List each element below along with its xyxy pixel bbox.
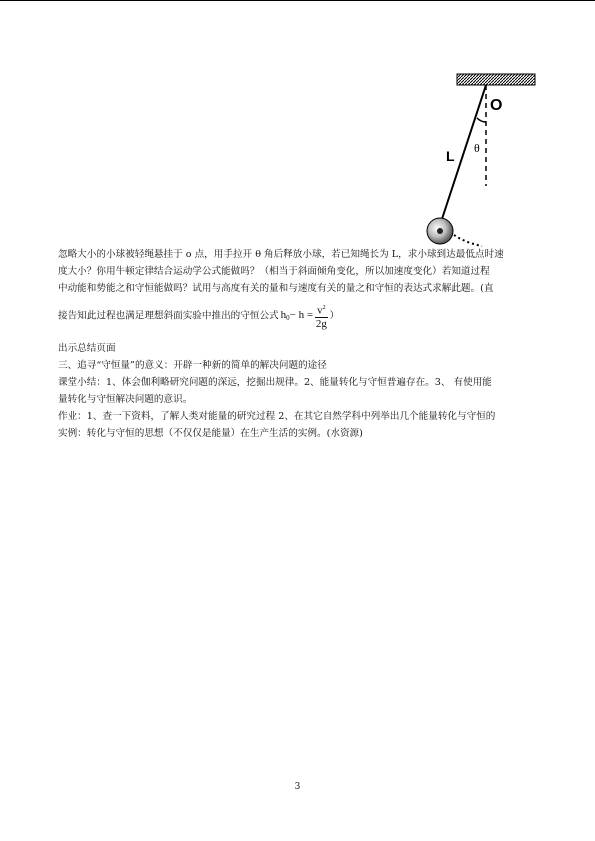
- problem-line: 中动能和势能之和守恒能做吗？试用与高度有关的量和与速度有关的量之和守恒的表达式求解此题。(直: [58, 283, 494, 294]
- body-line: 课堂小结：1、体会伽利略研究问题的深远，挖掘出规律。2、能量转化与守恒普遍存在。3、 有使用能: [58, 377, 492, 388]
- pendulum-diagram: [410, 68, 550, 253]
- page-top-rule: [0, 0, 595, 1]
- summary-section: [58, 340, 542, 442]
- swing-path: [454, 235, 482, 246]
- conservation-formula: [281, 302, 330, 330]
- body-line: 出示总结页面: [58, 343, 116, 354]
- formula-intro-text: 接告知此过程也满足理想斜面实验中推出的守恒公式: [58, 310, 279, 322]
- problem-line: 度大小？你用牛顿定律结合运动学公式能做吗？（相当于斜面倾角变化，所以加速度变化）若知道过程: [58, 266, 490, 277]
- formula-exponent: 2: [322, 305, 326, 311]
- body-line: 量转化与守恒解决问题的意识。: [58, 394, 193, 405]
- point-o-label: O: [490, 97, 503, 114]
- theta-label: θ: [474, 141, 480, 155]
- formula-close-paren: ）: [329, 310, 340, 322]
- angle-arc: [477, 118, 486, 122]
- body-line: 作业：1、查一下资料，了解人类对能量的研究过程 2、在其它自然学科中列举出几个能量转化与守恒的: [58, 411, 496, 422]
- ceiling-support: [457, 74, 535, 85]
- formula-fraction: [315, 302, 328, 330]
- formula-numerator: $v^2$: [315, 302, 328, 318]
- problem-paragraph: [58, 246, 542, 297]
- problem-line: 忽略大小的小球被轻绳悬挂于 o 点，用手拉开 θ 角后释放小球，若已知绳长为 L，求小球到达最低点时速: [58, 249, 504, 260]
- pendulum-figure: [410, 68, 550, 253]
- page-number: 3: [294, 782, 301, 792]
- body-line: 实例：转化与守恒的思想（不仅仅是能量）在生产生活的实例。(水资源): [58, 428, 363, 439]
- length-l-label: L: [446, 148, 455, 164]
- formula-paragraph: [58, 302, 542, 330]
- formula-subscript: 0: [286, 314, 290, 323]
- formula-denominator: 2g: [315, 317, 327, 330]
- body-line: 三、追寻“守恒量”的意义：开辟一种新的简单的解决问题的途径: [58, 360, 327, 371]
- formula-middle: − h =: [289, 309, 314, 322]
- ball-highlight: [437, 228, 443, 234]
- formula-h-symbol: h: [280, 309, 287, 322]
